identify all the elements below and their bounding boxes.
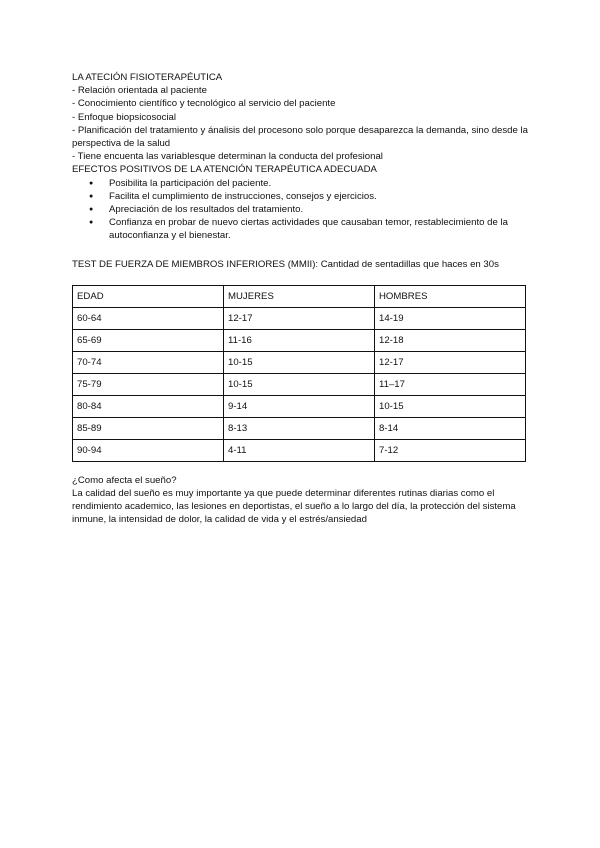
features-list <box>72 84 532 163</box>
cell-edad: 70-74 <box>73 351 224 373</box>
table-row <box>73 439 526 461</box>
cell-edad: 65-69 <box>73 329 224 351</box>
effects-item: ● Facilita el cumplimiento de instrucciones, consejos y ejercicios. <box>72 190 532 203</box>
table-row <box>73 373 526 395</box>
cell-edad: 85-89 <box>73 417 224 439</box>
sleep-answer: La calidad del sueño es muy importante ya que puede determinar diferentes rutinas diarias como el rendimiento academico, las lesiones en deportistas, el sueño a lo largo del día, la protección del sistema inmune, la intensidad de dolor, la calidad de vida y el estrés/ansiedad <box>72 488 516 526</box>
effects-item: ● Confianza en probar de nuevo ciertas actividades que causaban temor, restablecimiento de la autoconfianza y el bienestar. <box>72 216 532 242</box>
mmii-table <box>72 285 526 462</box>
effects-list <box>72 177 532 243</box>
cell-mujeres: 10-15 <box>224 351 375 373</box>
cell-hombres: 8-14 <box>375 417 526 439</box>
feature-item: - Tiene encuenta las variablesque determinan la conducta del profesional <box>72 151 383 163</box>
table-header-row <box>73 285 526 307</box>
effects-title: EFECTOS POSITIVOS DE LA ATENCIÓN TERAPÉUTICA ADECUADA <box>72 164 377 176</box>
cell-hombres: 12-17 <box>375 351 526 373</box>
cell-mujeres: 9-14 <box>224 395 375 417</box>
table-row <box>73 329 526 351</box>
cell-hombres: 7-12 <box>375 439 526 461</box>
cell-hombres: 11–17 <box>375 373 526 395</box>
document-page <box>72 71 532 527</box>
table-row <box>73 307 526 329</box>
cell-edad: 75-79 <box>73 373 224 395</box>
effects-item: ● Posibilita la participación del paciente. <box>72 177 532 190</box>
cell-edad: 90-94 <box>73 439 224 461</box>
test-title: TEST DE FUERZA DE MIEMBROS INFERIORES (MMII): Cantidad de sentadillas que haces en 30s <box>72 258 499 270</box>
feature-item: - Conocimiento científico y tecnológico al servicio del paciente <box>72 98 336 110</box>
header-edad: EDAD <box>73 285 224 307</box>
feature-item: - Enfoque biopsicosocial <box>72 111 176 123</box>
sleep-question: ¿Como afecta el sueño? <box>72 474 177 486</box>
cell-hombres: 12-18 <box>375 329 526 351</box>
table-row <box>73 395 526 417</box>
cell-hombres: 14-19 <box>375 307 526 329</box>
cell-hombres: 10-15 <box>375 395 526 417</box>
effects-item: ● Apreciación de los resultados del tratamiento. <box>72 203 532 216</box>
header-mujeres: MUJERES <box>224 285 375 307</box>
sleep-section <box>72 474 532 527</box>
table-row <box>73 417 526 439</box>
feature-item: - Relación orientada al paciente <box>72 85 207 97</box>
header-hombres: HOMBRES <box>375 285 526 307</box>
section-heading: LA ATECIÓN FISIOTERAPÉUTICA <box>72 72 223 83</box>
cell-mujeres: 4-11 <box>224 439 375 461</box>
cell-mujeres: 8-13 <box>224 417 375 439</box>
cell-edad: 80-84 <box>73 395 224 417</box>
table-row <box>73 351 526 373</box>
cell-mujeres: 10-15 <box>224 373 375 395</box>
cell-edad: 60-64 <box>73 307 224 329</box>
feature-item: - Planificación del tratamiento y ánalisis del procesono solo porque desaparezca la demanda, sino desde la perspectiva de la salud <box>72 124 528 150</box>
cell-mujeres: 12-17 <box>224 307 375 329</box>
cell-mujeres: 11-16 <box>224 329 375 351</box>
